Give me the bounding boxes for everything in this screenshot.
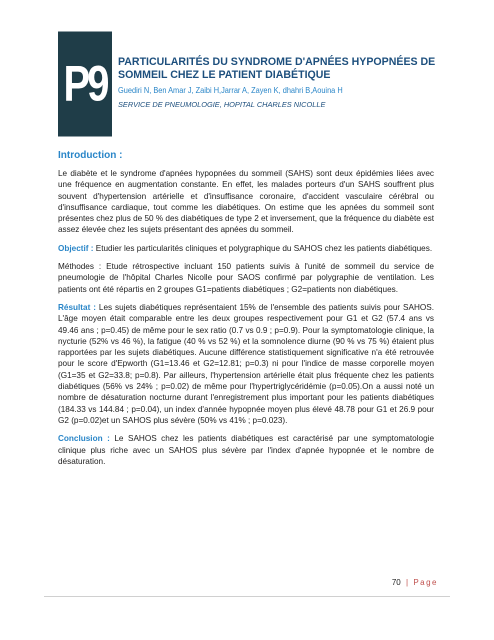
- objectif-paragraph: [58, 243, 434, 254]
- section-badge: P9: [58, 32, 112, 137]
- objectif-text: Etudier les particularités cliniques et polygraphique du SAHOS chez les patients diabétiques.: [95, 243, 433, 253]
- methodes-paragraph: [58, 261, 434, 295]
- resultat-label: Résultat :: [58, 302, 96, 312]
- conclusion-text: Le SAHOS chez les patients diabétiques est caractérisé par une symptomatologie clinique plus riche avec un SAHOS plus sévère par l'index d'apnée hypopnée et le nombre de désaturation.: [58, 434, 435, 466]
- resultat-paragraph: [58, 302, 434, 426]
- footer-separator: |: [406, 578, 409, 587]
- page-word: Page: [413, 578, 438, 587]
- introduction-paragraph: Le diabète et le syndrome d'apnées hypopnées du sommeil (SAHS) sont deux épidémies liées avec une fréquence en augmentation constante. En effet, les malades porteurs d'un SAHS souffrent plus souvent d'hypertension artérielle et d'insuffisance coronaire, d'accident vasculaire cérébral ou d'insuffisance cardiaque, tout comme les diabétiques. On estime que les apnées du sommeil sont présentes chez plus de 50 % des diabétiques de type 2 et inversement, que la fréquence du diabète est assez élevée chez les sujets présentant des apnées du sommeil.: [58, 169, 434, 235]
- footer-rule: [44, 596, 450, 597]
- methodes-label: Méthodes :: [58, 262, 102, 272]
- article-title: PARTICULARITÉS DU SYNDROME D'APNÉES HYPOPNÉES DE SOMMEIL CHEZ LE PATIENT DIABÉTIQUE: [118, 56, 436, 81]
- resultat-text: Les sujets diabétiques représentaient 15% de l'ensemble des patients suivis pour SAHOS. L'âge moyen était comparable entre les deux groupes respectivement pour G1 et G2 (57.4 ans vs 49.46 ans ; p=0.45) de même pour le sex ratio (0.7 vs 0.9 ; p=0.9). Pour la symptomatologie clinique, la nycturie (52% vs 46 %), la fatigue (40 % vs 52 %) et la somnolence diurne (90 % vs 75 %) étaient plus rapportées par les sujets diabétiques. Aucune différence statistiquement significative n'a été retrouvée pour le score d'Epworth (G1=13.46 et G2=12.81; p=0.3) ni pour l'indice de masse corporelle moyen (G1=35 et G2=33.8; p=0.8). Par ailleurs, l'hypertension artérielle était plus fréquente chez les patients diabétiques (56% vs 24% ; p=0.02) de même pour l'hypertriglycéridémie (p=0.05).On a aussi noté un nombre de désaturation nocturne durant l'enregistrement plus important pour les patients diabétiques (184.33 vs 144.84 ; p=0.04), un index d'année hypopnée moyen plus élevé 48.78 pour G1 et 26.9 pour G2 (p=0.02)et un SAHOS plus sévère (50% vs 41% ; p=0.023).: [58, 302, 434, 425]
- objectif-label: Objectif :: [58, 243, 94, 253]
- authors-line: Guediri N, Ben Amar J, Zaibi H,Jarrar A, Zayen K, dhahri B,Aouina H: [118, 85, 343, 95]
- service-affiliation: SERVICE DE PNEUMOLOGIE, HOPITAL CHARLES NICOLLE: [118, 100, 326, 109]
- page-footer: [392, 578, 438, 587]
- conclusion-paragraph: [58, 433, 434, 467]
- conclusion-label: Conclusion :: [58, 434, 110, 444]
- methodes-text: Etude rétrospective incluant 150 patients suivis à l'unité de sommeil du service de pneumologie de l'hôpital Charles Nicolle pour SAOS confirmé par polygraphie de ventilation. Les patients ont été répartis en 2 groupes G1=patients diabétiques ; G2=patients non diabétiques.: [58, 262, 434, 294]
- introduction-heading: Introduction :: [58, 150, 123, 161]
- article-body: [58, 150, 434, 474]
- page-number: 70: [391, 578, 401, 587]
